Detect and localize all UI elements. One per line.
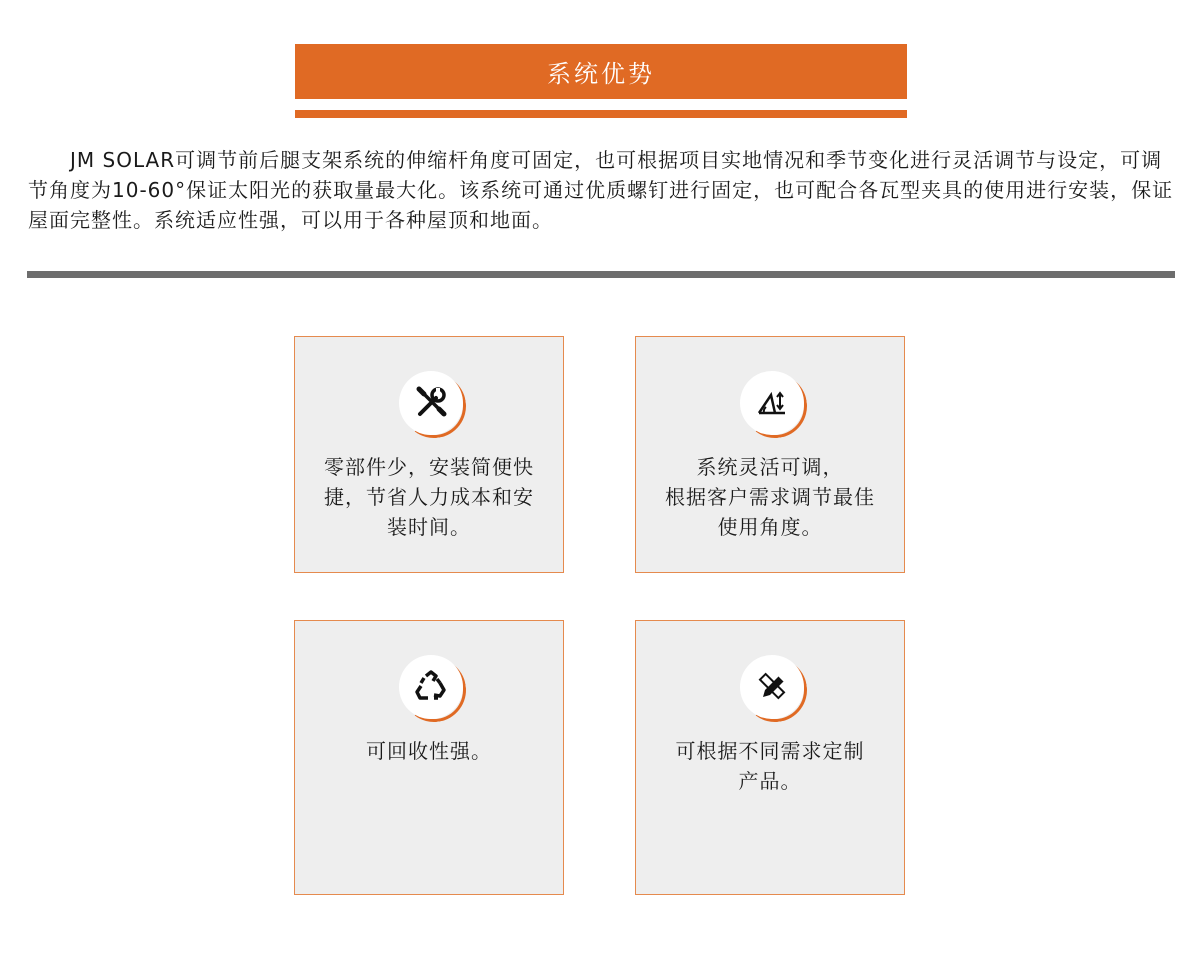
- recycle-icon: [414, 670, 448, 704]
- feature-icon-badge: [399, 655, 463, 719]
- wrench-screwdriver-icon: [414, 386, 448, 420]
- feature-line: 可回收性强。: [366, 739, 492, 763]
- feature-line: 装时间。: [387, 515, 471, 539]
- pencil-ruler-icon: [755, 670, 789, 704]
- angle-adjust-icon: [755, 386, 789, 420]
- feature-icon-badge: [399, 371, 463, 435]
- feature-description: [646, 736, 894, 796]
- feature-icon-badge: [740, 371, 804, 435]
- title-underline: [295, 110, 907, 118]
- feature-description: [646, 452, 894, 542]
- feature-line: 系统灵活可调，: [696, 455, 844, 479]
- feature-line: 使用角度。: [717, 515, 823, 539]
- feature-line: 根据客户需求调节最佳: [665, 485, 875, 509]
- feature-line: 捷，节省人力成本和安: [324, 485, 534, 509]
- feature-icon-badge: [740, 655, 804, 719]
- feature-card-adjustable: [635, 336, 905, 573]
- feature-card-recyclable: [294, 620, 564, 895]
- feature-line: 可根据不同需求定制: [675, 739, 865, 763]
- feature-description: [305, 736, 553, 766]
- feature-card-customizable: [635, 620, 905, 895]
- intro-paragraph: JM SOLAR可调节前后腿支架系统的伸缩杆角度可固定，也可根据项目实地情况和季节变化进行灵活调节与设定，可调节角度为10-60°保证太阳光的获取量最大化。该系统可通过优质螺钉进行固定，也可配合各瓦型夹具的使用进行安装，保证屋面完整性。系统适应性强，可以用于各种屋顶和地面。: [28, 148, 1174, 232]
- feature-line: 零部件少，安装简便快: [324, 455, 534, 479]
- section-title-text: 系统优势: [547, 60, 655, 88]
- section-title: [295, 44, 907, 99]
- feature-description: [305, 452, 553, 542]
- feature-card-easy-install: [294, 336, 564, 573]
- feature-line: 产品。: [738, 769, 802, 793]
- section-divider: [27, 271, 1175, 278]
